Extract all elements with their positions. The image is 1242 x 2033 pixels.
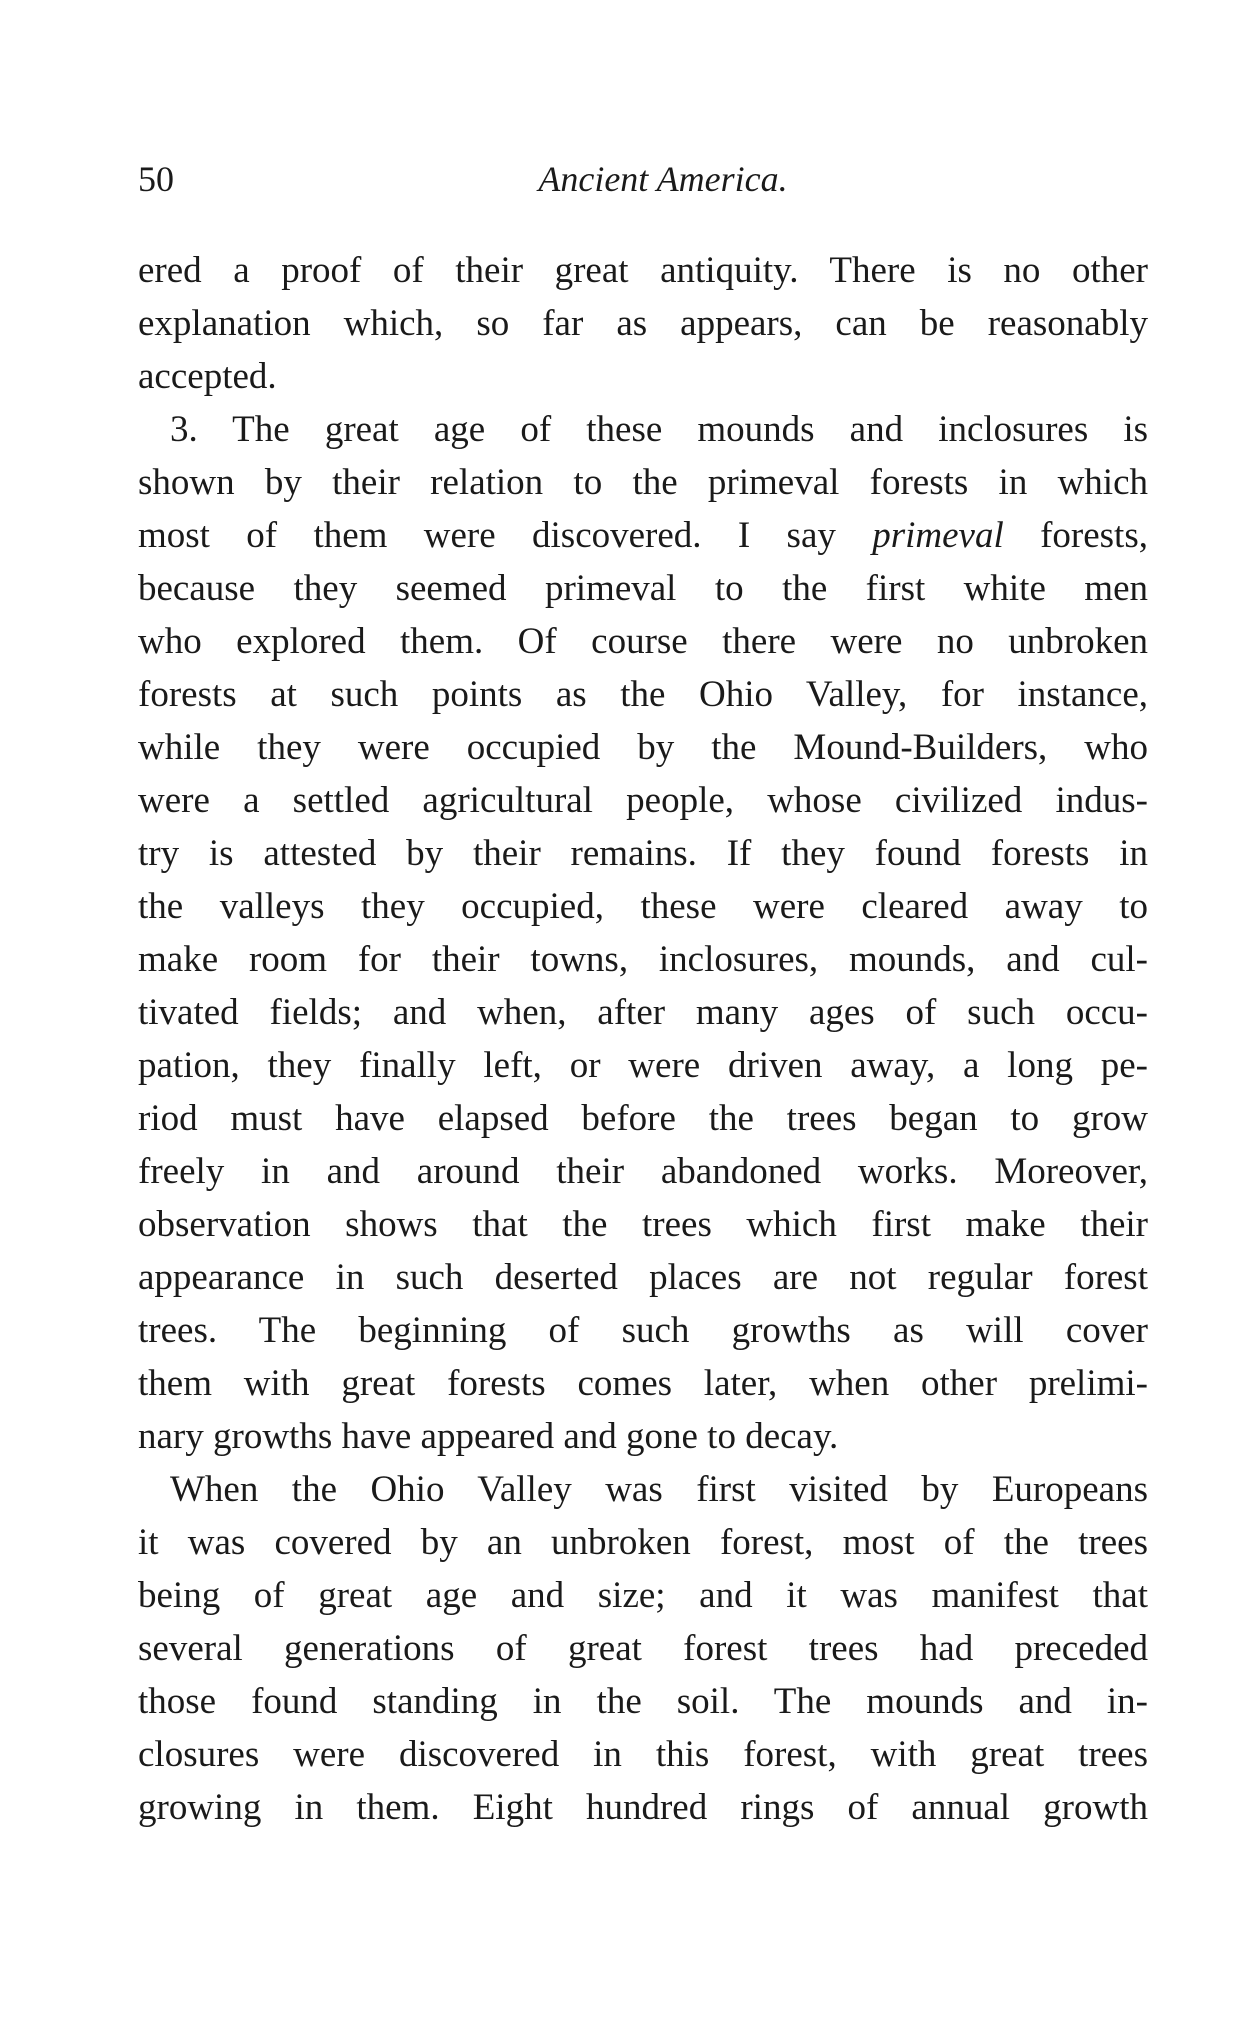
- text-line: make room for their towns, inclosures, mounds, and cul-: [138, 939, 1148, 980]
- text-line: 3. The great age of these mounds and inclosures is: [170, 409, 1148, 450]
- text-line: were a settled agricultural people, whose civilized indus-: [138, 780, 1148, 821]
- text-line: it was covered by an unbroken forest, most of the trees: [138, 1522, 1148, 1563]
- text-line-with-emphasis: [138, 509, 1148, 562]
- text-line: nary growths have appeared and gone to decay.: [138, 1416, 839, 1457]
- text-line: trees. The beginning of such growths as will cover: [138, 1310, 1148, 1351]
- text-line: several generations of great forest trees had preceded: [138, 1628, 1148, 1669]
- line-end: forests,: [1003, 515, 1148, 556]
- text-line: observation shows that the trees which first make their: [138, 1204, 1148, 1245]
- text-line: tivated fields; and when, after many ages of such occu-: [138, 992, 1148, 1033]
- running-title: Ancient America.: [538, 159, 788, 199]
- line-start: most of them were discovered. I say: [138, 515, 873, 556]
- text-line: When the Ohio Valley was first visited by Europeans: [170, 1469, 1148, 1510]
- emphasized-word: primeval: [872, 515, 1004, 556]
- text-line: try is attested by their remains. If they found forests in: [138, 833, 1148, 874]
- text-line: pation, they finally left, or were driven away, a long pe-: [138, 1045, 1148, 1086]
- text-line: them with great forests comes later, when other prelimi-: [138, 1363, 1148, 1404]
- page-number: 50: [138, 159, 174, 199]
- text-line: because they seemed primeval to the first white men: [138, 568, 1148, 609]
- text-line: those found standing in the soil. The mounds and in-: [138, 1681, 1148, 1722]
- text-line: shown by their relation to the primeval forests in which: [138, 462, 1148, 503]
- text-line: freely in and around their abandoned works. Moreover,: [138, 1151, 1148, 1192]
- text-line: explanation which, so far as appears, can be reasonably: [138, 303, 1148, 344]
- text-line: forests at such points as the Ohio Valley, for instance,: [138, 674, 1148, 715]
- text-line: being of great age and size; and it was manifest that: [138, 1575, 1148, 1616]
- text-line: while they were occupied by the Mound-Builders, who: [138, 727, 1148, 768]
- text-line: appearance in such deserted places are not regular forest: [138, 1257, 1148, 1298]
- text-line: the valleys they occupied, these were cleared away to: [138, 886, 1148, 927]
- text-line: accepted.: [138, 356, 277, 397]
- text-line: closures were discovered in this forest, with great trees: [138, 1734, 1148, 1775]
- text-line: riod must have elapsed before the trees began to grow: [138, 1098, 1148, 1139]
- running-head: [138, 158, 1148, 218]
- body-text: [138, 244, 1148, 1834]
- text-line: ered a proof of their great antiquity. There is no other: [138, 250, 1148, 291]
- text-line: growing in them. Eight hundred rings of annual growth: [138, 1787, 1148, 1828]
- text-line: who explored them. Of course there were no unbroken: [138, 621, 1148, 662]
